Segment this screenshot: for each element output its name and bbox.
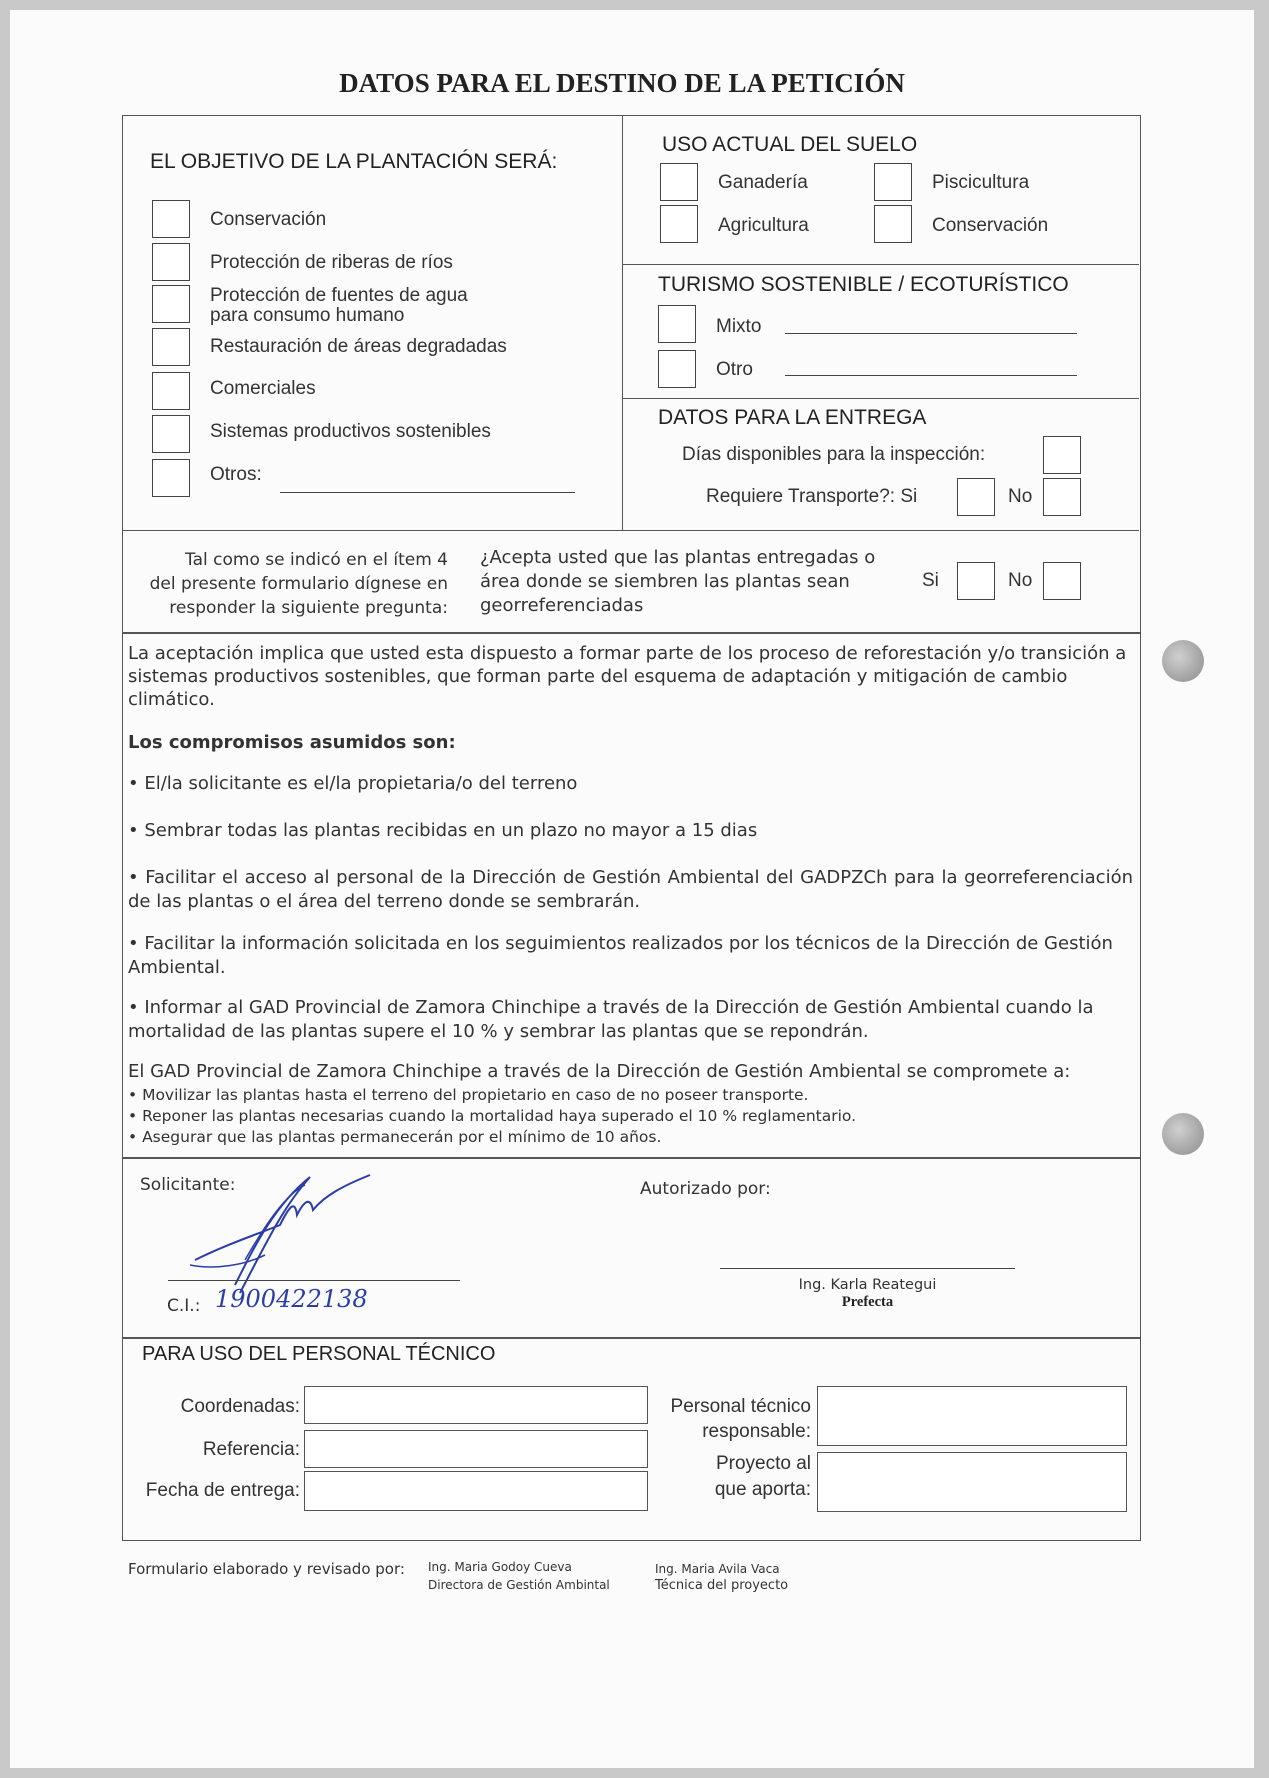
checkbox-comerciales[interactable] [152, 372, 190, 410]
option-label: Protección de fuentes de agua [210, 285, 468, 306]
proyecto-label: que aporta: [714, 1479, 811, 1500]
option-label: Mixto [716, 316, 762, 337]
personal-tecnico-field[interactable] [817, 1386, 1127, 1446]
transporte-label: Requiere Transporte?: Si [706, 486, 918, 507]
autorizado-label: Autorizado por: [640, 1179, 771, 1199]
fecha-entrega-label: Fecha de entrega: [145, 1480, 300, 1501]
checkbox-riberas[interactable] [152, 243, 190, 281]
entrega-header: DATOS PARA LA ENTREGA [658, 406, 927, 429]
solicitante-label: Solicitante: [140, 1175, 236, 1195]
referencia-label: Referencia: [202, 1439, 300, 1460]
checkbox-transporte-si[interactable] [957, 478, 995, 516]
compromisos-title: Los compromisos asumidos son: [128, 732, 456, 753]
aceptacion-text: La aceptación implica que usted esta dispuesto a formar parte de los proceso de reforestación y/o transición a sistemas productivos sostenibles, que forman parte del esquema de adaptación y mitigación de cambio climático. [128, 643, 1127, 710]
tecnico-header: PARA USO DEL PERSONAL TÉCNICO [142, 1343, 496, 1365]
autorizado-signature-line [720, 1268, 1015, 1269]
checkbox-transporte-no[interactable] [1043, 478, 1081, 516]
checkbox-conservacion-suelo[interactable] [874, 205, 912, 243]
checkbox-otros[interactable] [152, 459, 190, 497]
compromiso-item: • Facilitar el acceso al personal de la Dirección de Gestión Ambiental del GADPZCh para la georreferenciación de las plantas o el área del terreno donde se sembrarán. [128, 867, 1133, 912]
row-divider [622, 398, 1139, 399]
checkbox-restauracion[interactable] [152, 328, 190, 366]
option-label: Otros: [210, 464, 262, 485]
footer-person-name: Ing. Maria Godoy Cueva [428, 1560, 572, 1574]
row-divider [622, 264, 1139, 265]
checkbox-agricultura[interactable] [660, 205, 698, 243]
checkbox-piscicultura[interactable] [874, 163, 912, 201]
checkbox-otro[interactable] [658, 350, 696, 388]
turismo-header: TURISMO SOSTENIBLE / ECOTURÍSTICO [658, 273, 1069, 296]
referencia-field[interactable] [304, 1430, 648, 1468]
checkbox-acepta-si[interactable] [957, 562, 995, 600]
option-label: Protección de riberas de ríos [210, 252, 453, 273]
proyecto-field[interactable] [817, 1452, 1127, 1512]
coordenadas-label: Coordenadas: [180, 1396, 300, 1417]
fecha-entrega-field[interactable] [304, 1471, 648, 1511]
compromiso-item: • El/la solicitante es el/la propietaria/o del terreno [128, 773, 578, 794]
option-label: Sistemas productivos sostenibles [210, 421, 491, 442]
punch-hole [1162, 1113, 1204, 1155]
autorizado-cargo: Prefecta [841, 1294, 894, 1310]
otros-input-line[interactable] [280, 492, 575, 493]
no-label: No [1008, 570, 1033, 591]
solicitante-signature-line [168, 1280, 460, 1281]
otro-input-line[interactable] [785, 375, 1077, 376]
checkbox-conservacion[interactable] [152, 200, 190, 238]
gad-item: • Asegurar que las plantas permanecerán por el mínimo de 10 años. [128, 1128, 662, 1146]
checkbox-fuentes-agua[interactable] [152, 285, 190, 323]
uso-suelo-header: USO ACTUAL DEL SUELO [662, 133, 918, 156]
option-label: Piscicultura [932, 172, 1030, 193]
autorizado-nombre: Ing. Karla Reategui [798, 1277, 937, 1293]
coordenadas-field[interactable] [304, 1386, 648, 1424]
footer-person-name: Ing. Maria Avila Vaca [655, 1562, 780, 1576]
compromiso-item: • Sembrar todas las plantas recibidas en un plazo no mayor a 15 dias [128, 820, 758, 841]
personal-label: Personal técnico [670, 1396, 811, 1417]
checkbox-mixto[interactable] [658, 305, 696, 343]
mixto-input-line[interactable] [785, 333, 1077, 334]
pregunta-texto: ¿Acepta usted que las plantas entregadas o área donde se siembren las plantas sean georreferenciadas [480, 547, 876, 616]
punch-hole [1162, 640, 1204, 682]
option-label: Restauración de áreas degradadas [210, 336, 507, 357]
checkbox-sistemas-productivos[interactable] [152, 415, 190, 453]
footer-person-role: Directora de Gestión Ambintal [428, 1578, 610, 1592]
footer-person-role: Técnica del proyecto [655, 1578, 789, 1593]
proyecto-label: Proyecto al [715, 1453, 811, 1474]
option-label: para consumo humano [210, 305, 405, 326]
option-label: Conservación [932, 215, 1049, 236]
ci-label: C.I.: [167, 1296, 201, 1316]
option-label: Agricultura [718, 215, 809, 236]
option-label: Ganadería [718, 172, 808, 193]
personal-label: responsable: [702, 1421, 811, 1442]
row-divider [122, 530, 1139, 531]
gad-item: • Movilizar las plantas hasta el terreno del propietario en caso de no poseer transporte. [128, 1086, 809, 1104]
option-label: Conservación [210, 209, 327, 230]
gad-item: • Reponer las plantas necesarias cuando la mortalidad haya superado el 10 % reglamentario. [128, 1107, 857, 1125]
option-label: Otro [716, 359, 753, 380]
footer-label: Formulario elaborado y revisado por: [128, 1560, 405, 1578]
checkbox-ganaderia[interactable] [660, 163, 698, 201]
ci-value: 1900422138 [215, 1285, 368, 1313]
column-divider [622, 115, 623, 530]
compromiso-item: • Informar al GAD Provincial de Zamora Chinchipe a través de la Dirección de Gestión Ambiental cuando la mortalidad de las plantas supere el 10 % y sembrar las plantas que se repondrán. [128, 997, 1094, 1042]
dias-label: Días disponibles para la inspección: [682, 444, 986, 465]
no-label: No [1008, 486, 1033, 507]
checkbox-acepta-no[interactable] [1043, 562, 1081, 600]
compromiso-item: • Facilitar la información solicitada en los seguimientos realizados por los técnicos de la Dirección de Gestión Ambiental. [128, 933, 1113, 978]
objetivo-header: EL OBJETIVO DE LA PLANTACIÓN SERÁ: [150, 150, 558, 173]
si-label: Si [922, 570, 939, 591]
option-label: Comerciales [210, 378, 316, 399]
pregunta-instruccion: Tal como se indicó en el ítem 4 del presente formulario dígnese en responder la siguiente pregunta: [149, 550, 448, 618]
page-title: DATOS PARA EL DESTINO DE LA PETICIÓN [339, 68, 905, 98]
gad-intro: El GAD Provincial de Zamora Chinchipe a través de la Dirección de Gestión Ambiental se compromete a: [128, 1061, 1071, 1082]
checkbox-dias[interactable] [1043, 436, 1081, 474]
